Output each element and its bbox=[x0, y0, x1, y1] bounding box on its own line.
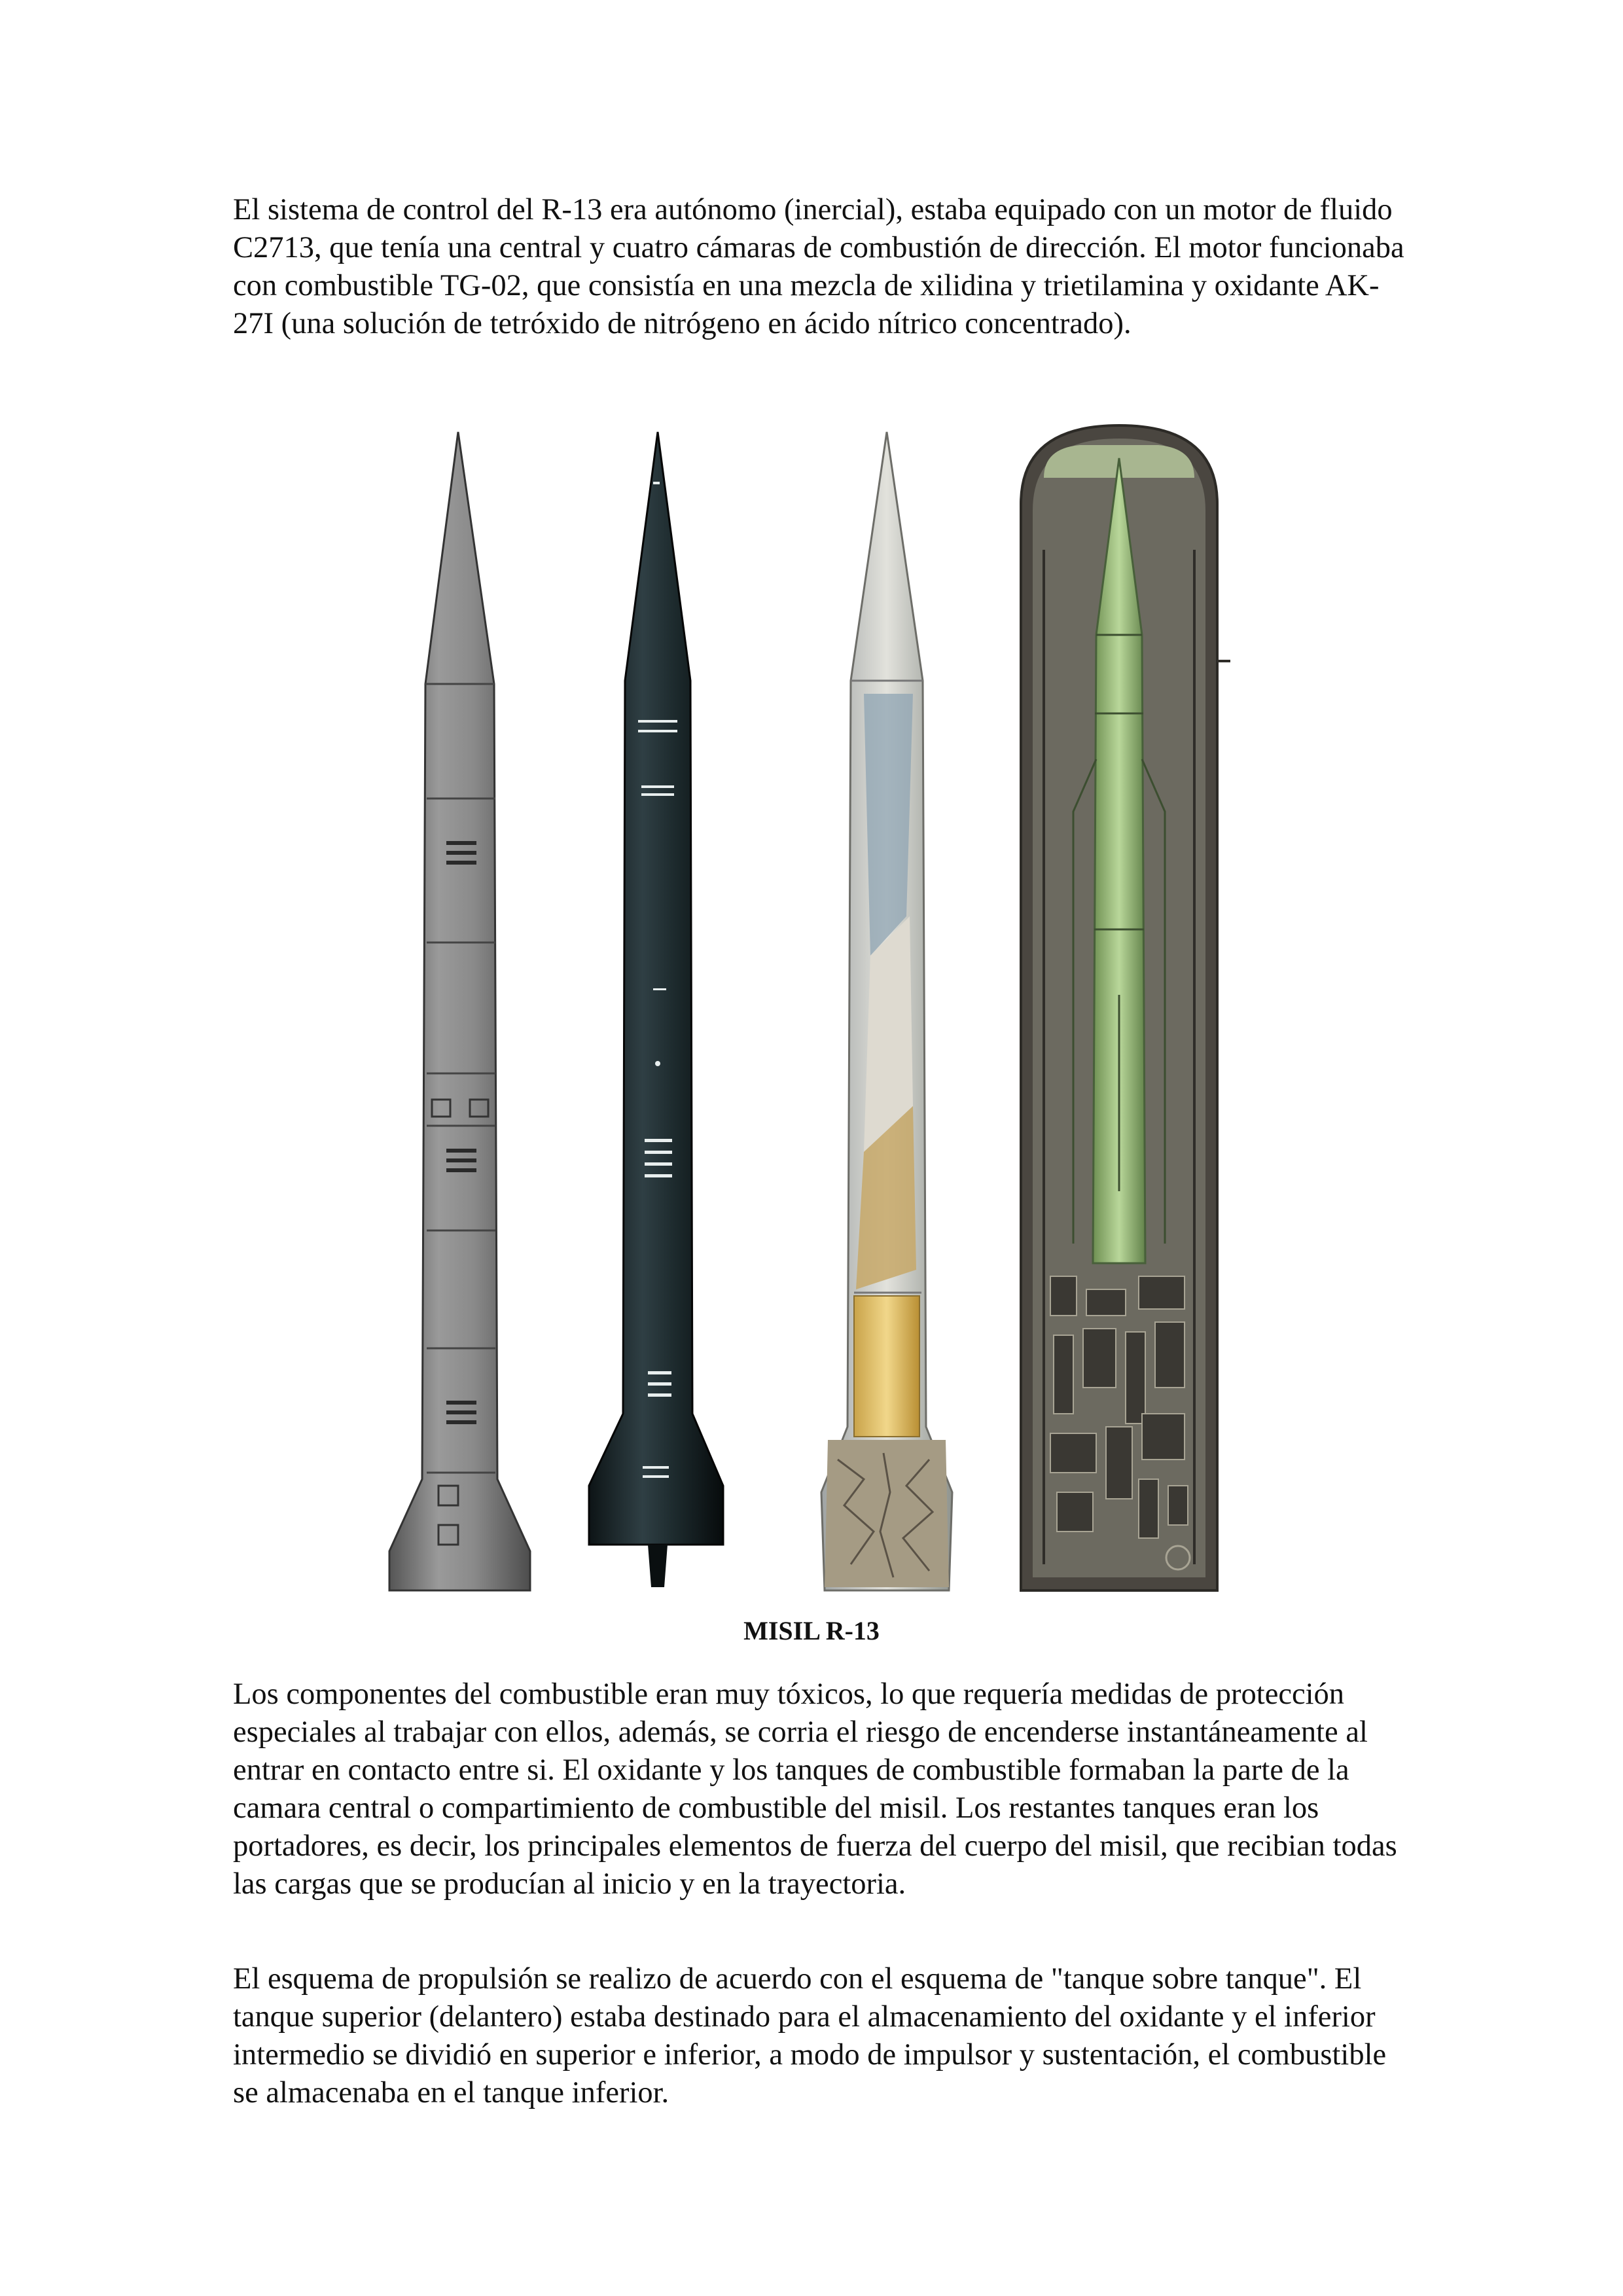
paragraph-propulsion-scheme: El esquema de propulsión se realizo de acuerdo con el esquema de "tanque sobre tanque". El tanque superior (delantero) estaba destinado para el almacenamiento del oxidante y el inferior intermedio se dividió en superior e inferior, a modo de impulsor y sustentación, el combustible se almacenaba en el tanque inferior. bbox=[233, 1962, 1387, 2109]
figure-caption: MISIL R-13 bbox=[743, 1616, 880, 1645]
missile-dark-exterior bbox=[589, 432, 723, 1587]
missile-figure bbox=[366, 419, 1322, 1610]
paragraph-fuel-components: Los componentes del combustible eran muy tóxicos, lo que requería medidas de protección especiales al trabajar con ellos, además, se corria el riesgo de encenderse instantáneamente al entrar en contacto entre si. El oxidante y los tanques de combustible formaban la parte de la camara central o compartimiento de combustible del misil. Los restantes tanques eran los portadores, es decir, los principales elementos de fuerza del cuerpo del misil, que recibian todas las cargas que se producían al inicio y en la trayectoria. bbox=[233, 1677, 1397, 1901]
missile-illustrations bbox=[366, 419, 1322, 1610]
missile-in-silo bbox=[1021, 425, 1230, 1590]
missile-gray-exterior bbox=[389, 432, 530, 1590]
paragraph-control-system: El sistema de control del R-13 era autónomo (inercial), estaba equipado con un motor de fluido C2713, que tenía una central y cuatro cámaras de combustión de dirección. El motor funcionaba con combustible TG-02, que consistía en una mezcla de xilidina y trietilamina y oxidante AK-27I (una solución de tetróxido de nitrógeno en ácido nítrico concentrado). bbox=[233, 193, 1404, 340]
missile-cutaway bbox=[821, 432, 952, 1590]
